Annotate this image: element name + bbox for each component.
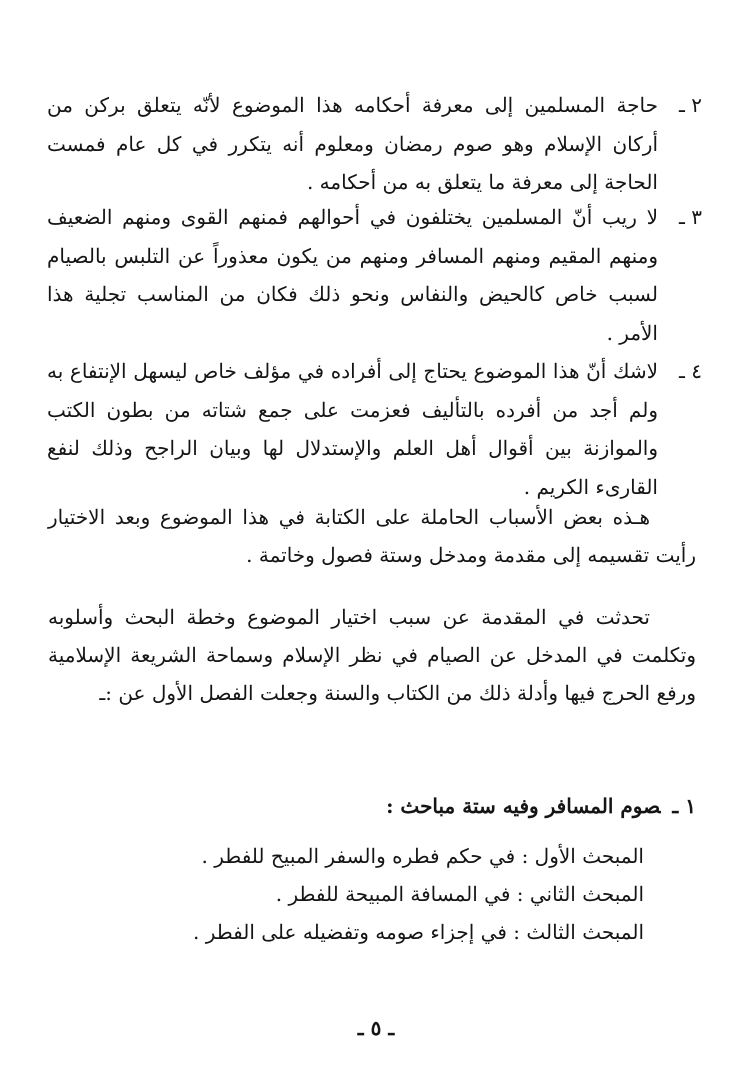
list-item-number: ٣ ـ xyxy=(679,205,702,229)
subsection-1: المبحث الأول : في حكم فطره والسفر المبيح للفطر . xyxy=(201,844,644,868)
paragraph-summary: هـذه بعض الأسباب الحاملة على الكتابة في هذا الموضوع وبعد الاختيار رأيت تقسيمه إلى مقدمة ومدخل وستة فصول وخاتمة . xyxy=(48,505,696,567)
list-item-number: ٤ ـ xyxy=(679,359,702,383)
page-number: ـ ٥ ـ xyxy=(357,1016,395,1040)
list-item-4 xyxy=(47,352,702,506)
subsection-2: المبحث الثاني : في المسافة المبيحة للفطر . xyxy=(275,882,644,906)
list-item-text: حاجة المسلمين إلى معرفة أحكامه هذا الموضوع لأنّه يتعلق بركن من أركان الإسلام وهو صوم رمضان ومعلوم أنه يتكرر في كل عام فمست الحاجة إلى معرفة ما يتعلق به من أحكامه . xyxy=(47,93,658,194)
paragraph-plan: تحدثت في المقدمة عن سبب اختيار الموضوع وخطة البحث وأسلوبه وتكلمت في المدخل عن الصيام في نظر الإسلام وسماحة الشريعة الإسلامية ورفع الحرج فيها وأدلة ذلك من الكتاب والسنة وجعلت الفصل الأول عن :ـ xyxy=(48,605,696,705)
list-item-number: ٢ ـ xyxy=(679,93,702,117)
section-title: صوم المسافر وفيه ستة مباحث : xyxy=(386,794,661,818)
list-item-3 xyxy=(47,198,702,352)
list-item-text: لا ريب أنّ المسلمين يختلفون في أحوالهم فمنهم القوى ومنهم الضعيف ومنهم المقيم ومنهم المسافر ومنهم من يكون معذوراً عن التلبس بالصيام لسبب خاص كالحيض والنفاس ونحو ذلك فكان من المناسب تجلية هذا الأمر . xyxy=(47,205,658,345)
subsection-3: المبحث الثالث : في إجزاء صومه وتفضيله على الفطر . xyxy=(192,920,644,944)
section-number: ١ ـ xyxy=(672,794,696,818)
list-item-2 xyxy=(47,86,702,202)
section-heading xyxy=(56,788,696,824)
list-item-text: لاشك أنّ هذا الموضوع يحتاج إلى أفراده في مؤلف خاص ليسهل الإنتفاع به ولم أجد من أفرده بالتأليف فعزمت على جمع شتاته من بطون الكتب والموازنة بين أقوال أهل العلم والإستدلال لها وبيان الراجح وذلك لنفع القارىء الكريم . xyxy=(47,359,658,499)
